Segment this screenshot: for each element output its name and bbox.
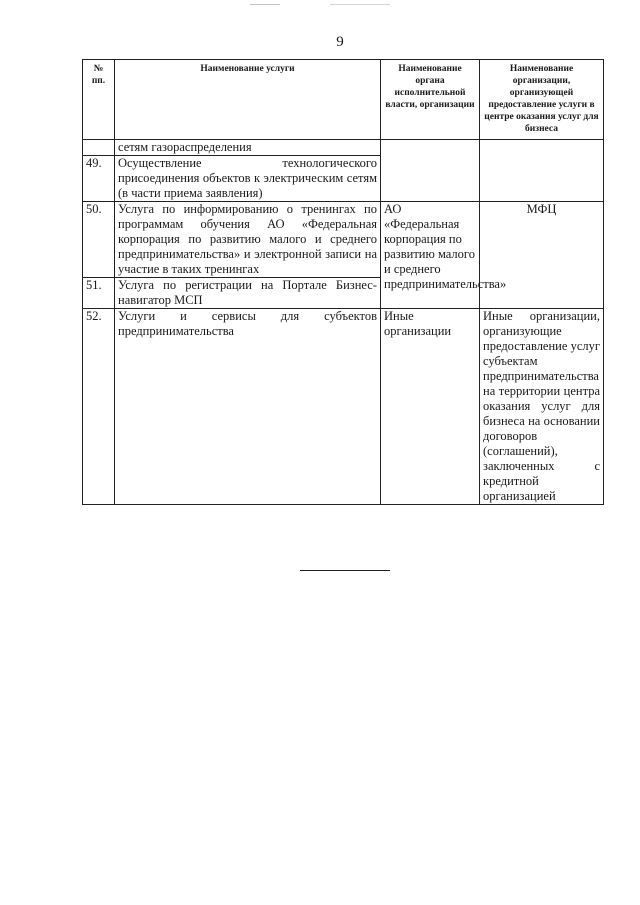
- table-row: [83, 202, 604, 278]
- row-service: Услуга по регистрации на Портале Бизнес-навигатор МСП: [115, 278, 381, 309]
- row-authority: АО «Федеральная корпорация по развитию малого и среднего предпринимательства»: [381, 202, 480, 309]
- row-num: 51.: [83, 278, 115, 309]
- row-num: 49.: [83, 156, 115, 202]
- row-organization: Иные организации, организующие предоставление услуг субъектам предпринимательства на территории центра оказания услуг для бизнеса на основании договоров (соглашений), заключенных с кредитной организацией: [480, 309, 604, 505]
- header-organization: Наименование организации, организующей предоставление услуги в центре оказания услуг для бизнеса: [480, 60, 604, 140]
- row-authority: Иные организации: [381, 309, 480, 505]
- footer-divider: [300, 570, 390, 571]
- table-header-row: [83, 60, 604, 140]
- scan-artifact: [250, 4, 280, 5]
- row-service: Услуга по информированию о тренингах по программам обучения АО «Федеральная корпорация по развитию малого и среднего предпринимательства» и электронной записи на участие в таких тренингах: [115, 202, 381, 278]
- row-service: Услуги и сервисы для субъектов предпринимательства: [115, 309, 381, 505]
- scan-artifact: [330, 4, 390, 5]
- row-num: 52.: [83, 309, 115, 505]
- services-table: [82, 59, 604, 505]
- table-row-continued: [83, 140, 604, 156]
- table-row: [83, 309, 604, 505]
- continued-service: сетям газораспределения: [115, 140, 381, 156]
- row-service: Осуществление технологического присоединения объектов к электрическим сетям (в части приема заявления): [115, 156, 381, 202]
- row-num: 50.: [83, 202, 115, 278]
- header-num: № пп.: [83, 60, 115, 140]
- page-number: 9: [336, 34, 344, 50]
- header-service: Наименование услуги: [115, 60, 381, 140]
- row-organization: МФЦ: [480, 202, 604, 309]
- header-authority: Наименование органа исполнительной власти, организации: [381, 60, 480, 140]
